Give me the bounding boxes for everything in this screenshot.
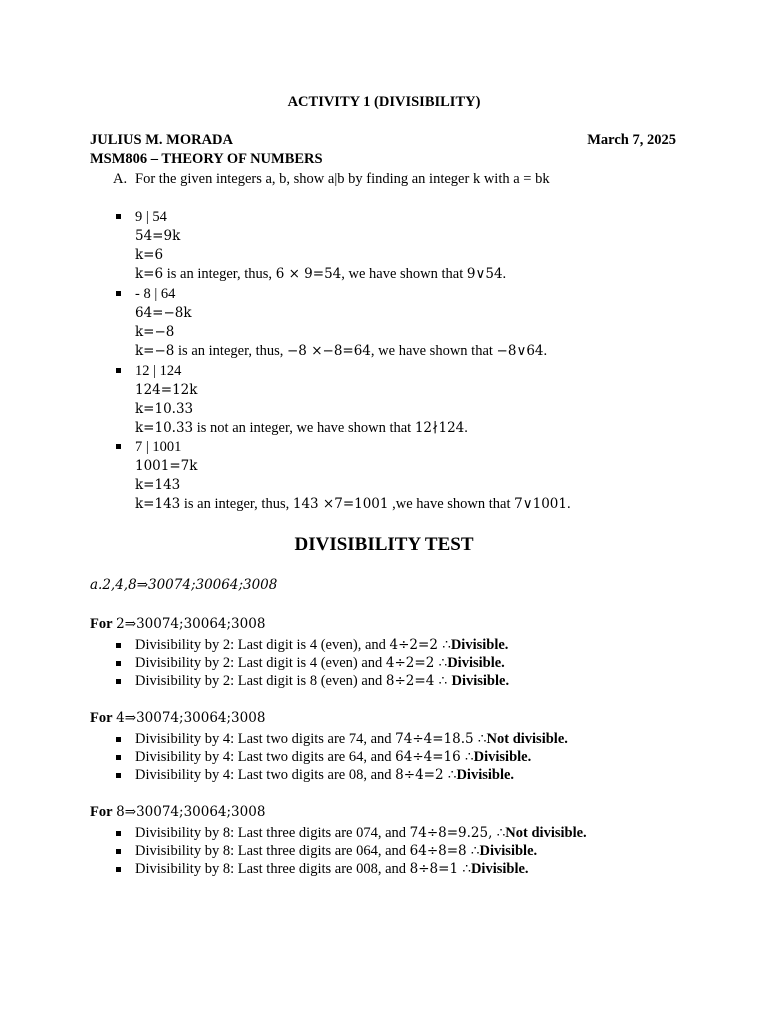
conclusion-divides: 7∨1001 bbox=[514, 496, 567, 512]
item-result: Divisible. bbox=[456, 767, 515, 783]
list-bullet bbox=[116, 291, 121, 296]
problem-heading: 7 | 1001 bbox=[135, 439, 182, 455]
therefore-symbol: ∴ bbox=[473, 731, 487, 747]
group-expression: 8⇒30074;30064;3008 bbox=[116, 804, 266, 820]
conclusion-period: . bbox=[464, 420, 468, 436]
list-bullet bbox=[116, 679, 121, 684]
group-heading bbox=[90, 709, 265, 728]
conclusion-text: is an integer, thus, bbox=[163, 266, 276, 282]
conclusion-k: k=−8 bbox=[135, 343, 175, 359]
item-text: Divisibility by 4: Last two digits are 64, and bbox=[135, 749, 396, 765]
problem-k-value: k=6 bbox=[135, 247, 164, 263]
conclusion-period: . bbox=[502, 266, 507, 282]
problem-equation: 54=9k bbox=[135, 228, 181, 244]
item-math: 8÷8=1 bbox=[409, 861, 459, 877]
conclusion-text: ,we have shown that bbox=[388, 496, 515, 512]
conclusion-k: k=10.33 bbox=[135, 420, 194, 436]
divisibility-item bbox=[135, 766, 514, 785]
divisibility-item bbox=[135, 824, 587, 843]
group-expression: 2⇒30074;30064;3008 bbox=[116, 616, 266, 632]
item-math: 4÷2=2 bbox=[389, 637, 438, 653]
item-text: Divisibility by 8: Last three digits are 008, and bbox=[135, 861, 410, 877]
conclusion-k: k=6 bbox=[135, 266, 164, 282]
list-bullet bbox=[116, 737, 121, 742]
item-text: Divisibility by 2: Last digit is 8 (even) and bbox=[135, 673, 386, 689]
item-math: 8÷4=2 bbox=[395, 767, 444, 783]
item-text: Divisibility by 8: Last three digits are 064, and bbox=[135, 843, 410, 859]
group-expression: 4⇒30074;30064;3008 bbox=[116, 710, 266, 726]
item-math: 8÷2=4 bbox=[385, 673, 435, 689]
list-bullet bbox=[116, 849, 121, 854]
item-result: Divisible. bbox=[470, 861, 529, 877]
item-text: Divisibility by 2: Last digit is 4 (even), and bbox=[135, 637, 390, 653]
conclusion-divides: 9∨54 bbox=[466, 266, 503, 282]
item-math: 4÷2=2 bbox=[385, 655, 435, 671]
section-a-expression: a.2,4,8⇒30074;30064;3008 bbox=[90, 577, 278, 593]
item-result: Divisible. bbox=[473, 749, 532, 765]
problem-heading: - 8 | 64 bbox=[135, 286, 176, 302]
group-for-label: For bbox=[90, 710, 113, 726]
problem-equation: 1001=7k bbox=[135, 458, 198, 474]
conclusion-product: 6 × 9=54 bbox=[275, 266, 342, 282]
item-text: Divisibility by 4: Last two digits are 08, and bbox=[135, 767, 396, 783]
problem-conclusion bbox=[135, 342, 547, 361]
list-bullet bbox=[116, 773, 121, 778]
item-result: Divisible. bbox=[451, 673, 510, 689]
author-date-row bbox=[90, 132, 676, 149]
problem-k-value: k=−8 bbox=[135, 324, 175, 340]
conclusion-divides: −8∨64 bbox=[496, 343, 544, 359]
group-heading bbox=[90, 615, 265, 634]
problem-heading: 9 | 54 bbox=[135, 209, 167, 225]
group-for-label: For bbox=[90, 616, 113, 632]
item-result: Not divisible. bbox=[486, 731, 568, 747]
course-title: MSM806 – THEORY OF NUMBERS bbox=[90, 151, 323, 167]
list-bullet bbox=[116, 368, 121, 373]
item-math: 64÷8=8 bbox=[409, 843, 467, 859]
conclusion-product: −8 ×−8=64 bbox=[287, 343, 371, 359]
item-math: 74÷8=9.25, bbox=[409, 825, 493, 841]
problem-conclusion bbox=[135, 495, 571, 514]
conclusion-text: is an integer, thus, bbox=[180, 496, 293, 512]
therefore-symbol: ∴ bbox=[434, 655, 448, 671]
therefore-symbol: ∴ bbox=[434, 673, 452, 689]
therefore-symbol: ∴ bbox=[466, 843, 480, 859]
divisibility-item bbox=[135, 672, 509, 691]
list-bullet bbox=[116, 661, 121, 666]
item-math: 74÷4=18.5 bbox=[395, 731, 474, 747]
problem-equation: 64=−8k bbox=[135, 305, 192, 321]
conclusion-divides: 12∤124 bbox=[414, 420, 465, 436]
therefore-symbol: ∴ bbox=[458, 861, 471, 877]
item-result: Divisible. bbox=[479, 843, 538, 859]
therefore-symbol: ∴ bbox=[437, 637, 451, 653]
item-text: Divisibility by 2: Last digit is 4 (even) and bbox=[135, 655, 386, 671]
conclusion-period: . bbox=[543, 343, 548, 359]
problem-conclusion bbox=[135, 419, 468, 438]
conclusion-k: k=143 bbox=[135, 496, 181, 512]
group-heading bbox=[90, 803, 265, 822]
divisibility-item bbox=[135, 636, 508, 655]
therefore-symbol: ∴ bbox=[443, 767, 457, 783]
conclusion-text: , we have shown that bbox=[370, 343, 497, 359]
conclusion-text: , we have shown that bbox=[341, 266, 467, 282]
item-result: Divisible. bbox=[447, 655, 505, 671]
document-title: ACTIVITY 1 (DIVISIBILITY) bbox=[287, 94, 481, 110]
part-a-text: For the given integers a, b, show a|b by finding an integer k with a = bk bbox=[135, 171, 550, 187]
list-bullet bbox=[116, 643, 121, 648]
problem-k-value: k=10.33 bbox=[135, 401, 194, 417]
problem-equation: 124=12k bbox=[135, 382, 198, 398]
part-a-instruction bbox=[113, 171, 550, 188]
problem-conclusion bbox=[135, 265, 506, 284]
conclusion-product: 143 ×7=1001 bbox=[292, 496, 389, 512]
group-for-label: For bbox=[90, 804, 113, 820]
section-title: DIVISIBILITY TEST bbox=[294, 534, 474, 555]
therefore-symbol: ∴ bbox=[492, 825, 506, 841]
list-bullet bbox=[116, 214, 121, 219]
item-result: Divisible. bbox=[450, 637, 509, 653]
divisibility-item bbox=[135, 654, 505, 673]
item-text: Divisibility by 8: Last three digits are 074, and bbox=[135, 825, 410, 841]
item-result: Not divisible. bbox=[505, 825, 587, 841]
conclusion-period: . bbox=[566, 496, 571, 512]
item-math: 64÷4=16 bbox=[395, 749, 461, 765]
list-bullet bbox=[116, 831, 121, 836]
divisibility-item bbox=[135, 730, 568, 749]
item-text: Divisibility by 4: Last two digits are 74, and bbox=[135, 731, 396, 747]
conclusion-text: is an integer, thus, bbox=[174, 343, 287, 359]
part-a-number: A. bbox=[113, 171, 128, 187]
author-name: JULIUS M. MORADA bbox=[90, 132, 233, 148]
divisibility-item bbox=[135, 842, 537, 861]
problem-heading: 12 | 124 bbox=[135, 363, 182, 379]
divisibility-item bbox=[135, 860, 529, 879]
list-bullet bbox=[116, 867, 121, 872]
problem-k-value: k=143 bbox=[135, 477, 181, 493]
therefore-symbol: ∴ bbox=[460, 749, 474, 765]
conclusion-text: is not an integer, we have shown that bbox=[193, 420, 415, 436]
document-date: March 7, 2025 bbox=[587, 132, 676, 148]
list-bullet bbox=[116, 444, 121, 449]
list-bullet bbox=[116, 755, 121, 760]
divisibility-item bbox=[135, 748, 531, 767]
